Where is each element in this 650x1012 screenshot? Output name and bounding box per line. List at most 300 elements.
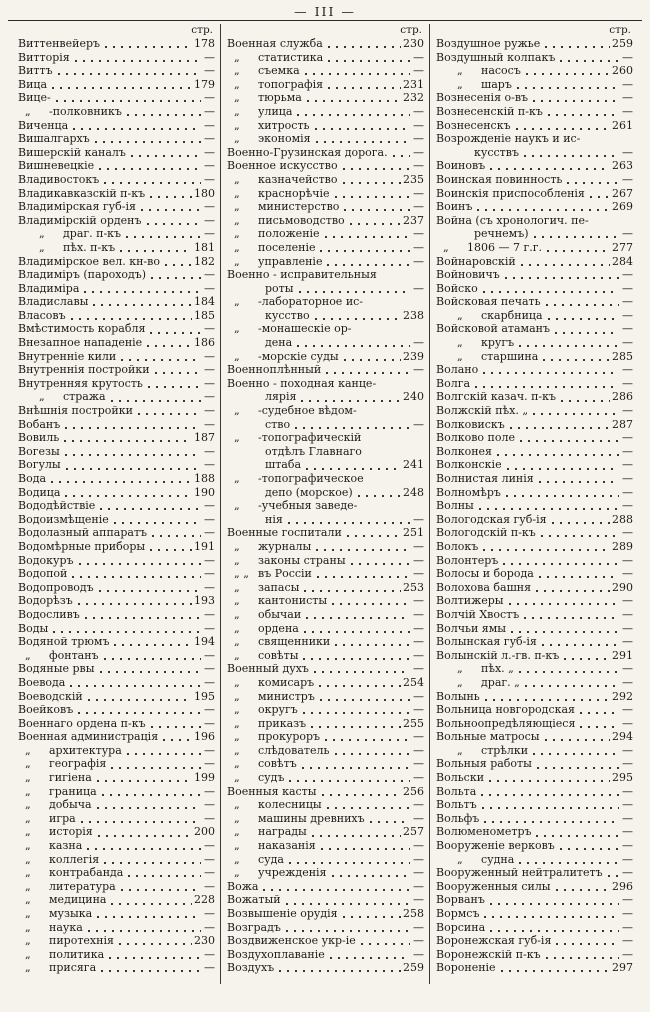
- index-entry: [227, 295, 424, 309]
- entry-title: министерство: [258, 200, 340, 214]
- ditto-mark: „: [234, 811, 240, 825]
- entry-title: Власовъ: [18, 308, 66, 322]
- dot-leader: [546, 304, 619, 306]
- entry-page: 292: [612, 689, 633, 703]
- entry-title: Вице-: [18, 91, 51, 105]
- index-entry: [18, 241, 215, 255]
- dot-leader: [306, 468, 401, 470]
- ditto-mark: „: [25, 825, 31, 839]
- index-entry: [18, 309, 215, 323]
- entry-title: Волокъ: [436, 539, 479, 553]
- entry-page: —: [204, 104, 215, 118]
- index-entry: [18, 635, 215, 649]
- dot-leader: [88, 699, 192, 701]
- index-entry: [227, 404, 424, 418]
- entry-page: —: [413, 852, 424, 866]
- entry-page: —: [622, 472, 633, 485]
- entry-page: —: [413, 607, 424, 621]
- index-entry: [227, 880, 424, 894]
- entry-page: —: [622, 444, 633, 458]
- dot-leader: [289, 780, 410, 782]
- entry-page: —: [622, 743, 633, 757]
- index-entry: [227, 635, 424, 649]
- index-entry: [436, 622, 633, 636]
- entry-title: Волчій Хвостъ: [436, 607, 520, 621]
- dot-leader: [99, 590, 201, 592]
- index-entry: [18, 540, 215, 554]
- dot-leader: [104, 862, 201, 864]
- dot-leader: [303, 658, 410, 660]
- entry-page: 240: [403, 390, 424, 404]
- entry-title: Вишневецкіе: [18, 159, 95, 173]
- entry-title: Военное искусство: [227, 159, 338, 173]
- index-entry: [436, 458, 633, 472]
- entry-title: Вологодская губ-ія: [436, 512, 547, 526]
- dot-leader: [534, 236, 619, 238]
- entry-title: фонтанъ: [49, 648, 99, 662]
- dot-leader: [560, 848, 619, 850]
- entry-page: —: [413, 539, 424, 553]
- ditto-mark: „: [234, 186, 240, 200]
- index-entry: [436, 608, 633, 622]
- dot-leader: [84, 291, 201, 293]
- entry-page: —: [204, 961, 215, 975]
- entry-page: 253: [403, 580, 424, 594]
- entry-page: —: [622, 703, 633, 717]
- entry-page: —: [413, 363, 424, 377]
- dot-leader: [327, 807, 410, 809]
- entry-title: Воейковъ: [18, 703, 74, 717]
- index-entry: [436, 105, 633, 119]
- dot-leader: [317, 576, 410, 578]
- dot-leader: [93, 304, 192, 306]
- index-entry: [436, 662, 633, 676]
- dot-leader: [304, 631, 410, 633]
- entry-page: —: [204, 675, 215, 689]
- ditto-mark: „: [234, 621, 240, 635]
- index-entry: [436, 812, 633, 826]
- entry-page: —: [204, 526, 215, 540]
- entry-page: —: [622, 526, 633, 540]
- entry-title: -судебное вѣдом-: [258, 404, 357, 418]
- index-entry: [227, 282, 424, 296]
- dot-leader: [119, 943, 192, 945]
- entry-title: Военный духъ: [227, 662, 309, 676]
- entry-title: Воинскія приспособленія: [436, 186, 585, 200]
- ditto-mark: „: [234, 404, 240, 418]
- entry-title: -полковникъ: [49, 104, 122, 118]
- entry-page: —: [622, 308, 633, 322]
- index-entry: [436, 404, 633, 418]
- entry-title: Вовиль: [18, 431, 60, 445]
- entry-title: Волково поле: [436, 431, 515, 445]
- dot-leader: [552, 522, 610, 524]
- dot-leader: [542, 644, 619, 646]
- dot-leader: [536, 590, 610, 592]
- index-entry: [18, 839, 215, 853]
- entry-page: 190: [194, 485, 215, 499]
- index-entry: [227, 567, 424, 581]
- entry-page: —: [413, 703, 424, 717]
- index-entry: [18, 173, 215, 187]
- entry-title: скарбница: [481, 308, 543, 322]
- entry-title: Возвышеніе орудія: [227, 907, 338, 920]
- ditto-mark: „: [25, 648, 31, 662]
- entry-page: —: [622, 104, 633, 118]
- dot-leader: [97, 780, 192, 782]
- dot-leader: [519, 671, 619, 673]
- entry-title: Владимірскій орденъ: [18, 213, 142, 227]
- ditto-mark: „: [234, 172, 240, 186]
- entry-title: дена: [265, 336, 293, 350]
- dot-leader: [155, 372, 201, 374]
- entry-page: —: [204, 512, 215, 526]
- dot-leader: [483, 372, 619, 374]
- entry-title: тюрьма: [258, 91, 302, 105]
- dot-leader: [150, 549, 192, 551]
- entry-page: —: [204, 145, 215, 159]
- dot-leader: [547, 250, 610, 252]
- entry-title: старшина: [481, 349, 539, 363]
- entry-page: —: [204, 349, 215, 363]
- entry-title: кусство: [265, 308, 310, 322]
- entry-title: слѣдователь: [258, 743, 330, 757]
- entry-page: —: [622, 404, 633, 418]
- entry-title: Волчьи ямы: [436, 621, 507, 635]
- index-entry: [18, 64, 215, 78]
- entry-title: Вороненіе: [436, 961, 496, 975]
- entry-page: 261: [612, 118, 633, 132]
- dot-leader: [506, 495, 619, 497]
- entry-page: —: [622, 757, 633, 771]
- entry-page: —: [204, 852, 215, 866]
- index-entry: [227, 78, 424, 92]
- entry-page: 231: [403, 77, 424, 91]
- entry-page: 284: [612, 254, 633, 268]
- index-entry: [436, 309, 633, 323]
- entry-title: Вольта: [436, 784, 477, 798]
- entry-page: —: [204, 404, 215, 418]
- dot-leader: [263, 889, 410, 891]
- dot-leader: [65, 427, 201, 429]
- ditto-mark: „: [457, 743, 463, 757]
- entry-page: —: [622, 50, 633, 64]
- index-entry: [227, 513, 424, 527]
- entry-title: Вица: [18, 77, 48, 91]
- dot-leader: [141, 209, 201, 211]
- dot-leader: [306, 617, 410, 619]
- entry-title: Вишерскій каналъ: [18, 145, 126, 159]
- entry-title: Воронежская губ-ія: [436, 934, 552, 948]
- ditto-mark: „: [234, 132, 240, 146]
- dot-leader: [505, 277, 619, 279]
- entry-title: -лабораторное ис-: [258, 295, 364, 309]
- entry-title: нія: [265, 512, 283, 526]
- index-entry: [18, 295, 215, 309]
- dot-leader: [127, 114, 201, 116]
- dot-leader: [138, 413, 201, 415]
- dot-leader: [580, 726, 619, 728]
- index-entry: [227, 91, 424, 105]
- ditto-mark: „: [234, 607, 240, 621]
- entry-page: 230: [194, 934, 215, 948]
- index-entry: [227, 445, 424, 459]
- dot-leader: [297, 114, 410, 116]
- dot-leader: [150, 196, 192, 198]
- dot-leader: [335, 644, 410, 646]
- ditto-mark: „: [234, 91, 240, 105]
- entry-page: 257: [403, 825, 424, 839]
- entry-page: —: [413, 145, 424, 159]
- index-entry: [18, 866, 215, 880]
- dot-leader: [151, 277, 201, 279]
- index-entry: [18, 526, 215, 540]
- entry-title: -топографическое: [258, 472, 364, 485]
- entry-title: Внутренніе кили: [18, 349, 117, 363]
- entry-title: гигіена: [49, 771, 92, 785]
- ditto-mark: „: [25, 771, 31, 785]
- index-entry: [18, 798, 215, 812]
- index-entry: [227, 255, 424, 269]
- dot-leader: [580, 712, 619, 714]
- ditto-mark: „: [457, 308, 463, 322]
- index-entry: [18, 581, 215, 595]
- entry-title: Волгскій казач. п-къ: [436, 390, 557, 404]
- entry-page: 259: [612, 37, 633, 50]
- index-entry: [436, 132, 633, 146]
- entry-title: Военнаго ордена п-къ: [18, 716, 146, 730]
- entry-page: —: [204, 91, 215, 105]
- entry-title: Водица: [18, 485, 61, 499]
- entry-title: пѣх. „: [481, 662, 514, 676]
- entry-title: медицина: [49, 893, 107, 907]
- index-entry: [227, 472, 424, 486]
- index-entry: [227, 458, 424, 472]
- entry-page: —: [622, 852, 633, 866]
- index-entry: [436, 268, 633, 282]
- entry-page: 187: [194, 431, 215, 445]
- index-entry: [436, 853, 633, 867]
- entry-page: 286: [612, 390, 633, 404]
- entry-title: Волтижеры: [436, 594, 504, 608]
- entry-title: архитектура: [49, 743, 122, 757]
- entry-title: Вологодскій п-къ: [436, 526, 536, 540]
- header-rule: [8, 20, 642, 21]
- entry-page: 288: [612, 512, 633, 526]
- entry-title: Волга: [436, 376, 471, 390]
- ditto-mark: „: [25, 893, 31, 907]
- index-entry: [227, 227, 424, 241]
- entry-title: Ворванъ: [436, 893, 485, 907]
- index-entry: [436, 295, 633, 309]
- dot-leader: [344, 209, 410, 211]
- dot-leader: [519, 862, 619, 864]
- dot-leader: [321, 848, 410, 850]
- entry-title: Волжскій пѣх. „: [436, 404, 529, 418]
- index-entry: [436, 390, 633, 404]
- index-entry: [18, 771, 215, 785]
- entry-title: депо (морское): [265, 485, 353, 499]
- dot-leader: [483, 549, 610, 551]
- entry-title: ордена: [258, 621, 299, 635]
- entry-page: 255: [403, 716, 424, 730]
- entry-page: —: [413, 893, 424, 907]
- dot-leader: [509, 603, 619, 605]
- dot-leader: [590, 196, 610, 198]
- entry-page: 181: [194, 240, 215, 254]
- index-entry: [436, 961, 633, 975]
- ditto-mark: „: [234, 200, 240, 214]
- entry-page: 291: [612, 648, 633, 662]
- entry-title: Водяной трюмъ: [18, 635, 110, 649]
- entry-title: стрѣлки: [481, 743, 529, 757]
- index-entry: [227, 690, 424, 704]
- dot-leader: [497, 454, 619, 456]
- entry-title: Воинъ: [436, 200, 473, 214]
- ditto-mark: „: [234, 431, 240, 445]
- dot-leader: [98, 835, 192, 837]
- ditto-mark: „: [25, 757, 31, 771]
- entry-title: Вольница новгородская: [436, 703, 575, 717]
- index-entry: [436, 921, 633, 935]
- dot-leader: [312, 835, 401, 837]
- entry-page: —: [204, 118, 215, 132]
- entry-title: Ворсина: [436, 920, 486, 934]
- entry-title: Водосливъ: [18, 607, 80, 621]
- dot-leader: [511, 631, 619, 633]
- index-columns: [12, 24, 638, 984]
- index-entry: [18, 336, 215, 350]
- entry-page: —: [413, 730, 424, 744]
- entry-page: —: [413, 553, 424, 567]
- entry-page: —: [413, 227, 424, 241]
- entry-title: Виттъ: [18, 64, 53, 78]
- dot-leader: [484, 821, 619, 823]
- index-entry: [436, 91, 633, 105]
- index-entry: [18, 418, 215, 432]
- entry-title: драг. „: [481, 675, 520, 689]
- index-column-1: [12, 24, 220, 984]
- ditto-mark: „: [25, 947, 31, 961]
- entry-title: Внутреннія постройки: [18, 363, 150, 377]
- entry-page: —: [413, 240, 424, 254]
- dot-leader: [507, 468, 619, 470]
- index-entry: [18, 853, 215, 867]
- dot-leader: [302, 767, 410, 769]
- entry-title: географія: [49, 757, 107, 771]
- entry-page: 289: [612, 539, 633, 553]
- index-entry: [436, 757, 633, 771]
- dot-leader: [526, 73, 610, 75]
- entry-page: 237: [403, 213, 424, 227]
- index-entry: [436, 241, 633, 255]
- entry-page: —: [204, 268, 215, 282]
- entry-title: Военно-Грузинская дорога.: [227, 145, 388, 159]
- entry-page: 295: [612, 771, 633, 785]
- dot-leader: [358, 495, 401, 497]
- ditto-mark: „: [457, 64, 463, 78]
- ditto-mark: „: [234, 730, 240, 744]
- dot-leader: [370, 821, 410, 823]
- entry-list: [18, 37, 215, 975]
- entry-title: Витторія: [18, 50, 70, 64]
- entry-page: —: [204, 281, 215, 295]
- entry-title: Вишалгархъ: [18, 132, 90, 146]
- index-entry: [227, 51, 424, 65]
- entry-title: съемка: [258, 64, 300, 78]
- entry-title: Война (съ хронологич. пе-: [436, 213, 589, 227]
- ditto-mark: „: [25, 961, 31, 975]
- index-entry: [227, 771, 424, 785]
- entry-title: Вогезы: [18, 444, 60, 458]
- dot-leader: [288, 522, 410, 524]
- ditto-mark: „: [234, 499, 240, 513]
- index-entry: [227, 431, 424, 445]
- dot-leader: [52, 87, 192, 89]
- dot-leader: [539, 576, 619, 578]
- entry-title: Вододѣйствіе: [18, 499, 96, 513]
- entry-title: краснорѣчіе: [258, 186, 330, 200]
- dot-leader: [539, 481, 619, 483]
- entry-page: —: [413, 689, 424, 703]
- entry-title: -учебныя заведе-: [258, 499, 358, 513]
- entry-title: суда: [258, 852, 284, 866]
- dot-leader: [279, 970, 401, 972]
- index-entry: [436, 717, 633, 731]
- entry-title: Воевода: [18, 675, 66, 689]
- index-entry: [436, 948, 633, 962]
- ditto-mark: „: [234, 539, 240, 553]
- index-entry: [18, 608, 215, 622]
- index-entry: [18, 649, 215, 663]
- entry-title: политика: [49, 947, 105, 961]
- entry-page: 251: [403, 526, 424, 540]
- dot-leader: [520, 440, 619, 442]
- entry-page: —: [204, 567, 215, 581]
- entry-title: Войновичъ: [436, 268, 500, 282]
- index-entry: [18, 472, 215, 486]
- entry-page: —: [622, 322, 633, 336]
- dot-leader: [545, 46, 610, 48]
- entry-title: стража: [63, 390, 106, 404]
- entry-page: —: [622, 363, 633, 377]
- entry-title: Волномѣръ: [436, 485, 501, 499]
- index-entry: [436, 513, 633, 527]
- entry-title: Возградъ: [227, 920, 281, 934]
- entry-page: 228: [194, 893, 215, 907]
- index-entry: [227, 336, 424, 350]
- index-entry: [227, 119, 424, 133]
- entry-title: Вольтъ: [436, 798, 477, 812]
- dot-leader: [477, 209, 610, 211]
- entry-page: 287: [612, 417, 633, 431]
- dot-leader: [311, 726, 401, 728]
- entry-title: казначейство: [258, 172, 338, 186]
- entry-title: Волонтеръ: [436, 553, 499, 567]
- entry-page: 277: [612, 240, 633, 254]
- ditto-mark: „: [25, 866, 31, 880]
- dot-leader: [343, 916, 401, 918]
- ditto-mark: „: [234, 240, 240, 254]
- index-entry: [227, 948, 424, 962]
- entry-page: —: [204, 580, 215, 594]
- dot-leader: [65, 495, 192, 497]
- entry-title: Воинская повинность: [436, 172, 563, 186]
- entry-title: Владиміръ (пароходъ): [18, 268, 147, 282]
- entry-title: отдѣлъ Главнаго: [265, 444, 362, 458]
- index-entry: [436, 486, 633, 500]
- ditto-mark: „: [234, 675, 240, 689]
